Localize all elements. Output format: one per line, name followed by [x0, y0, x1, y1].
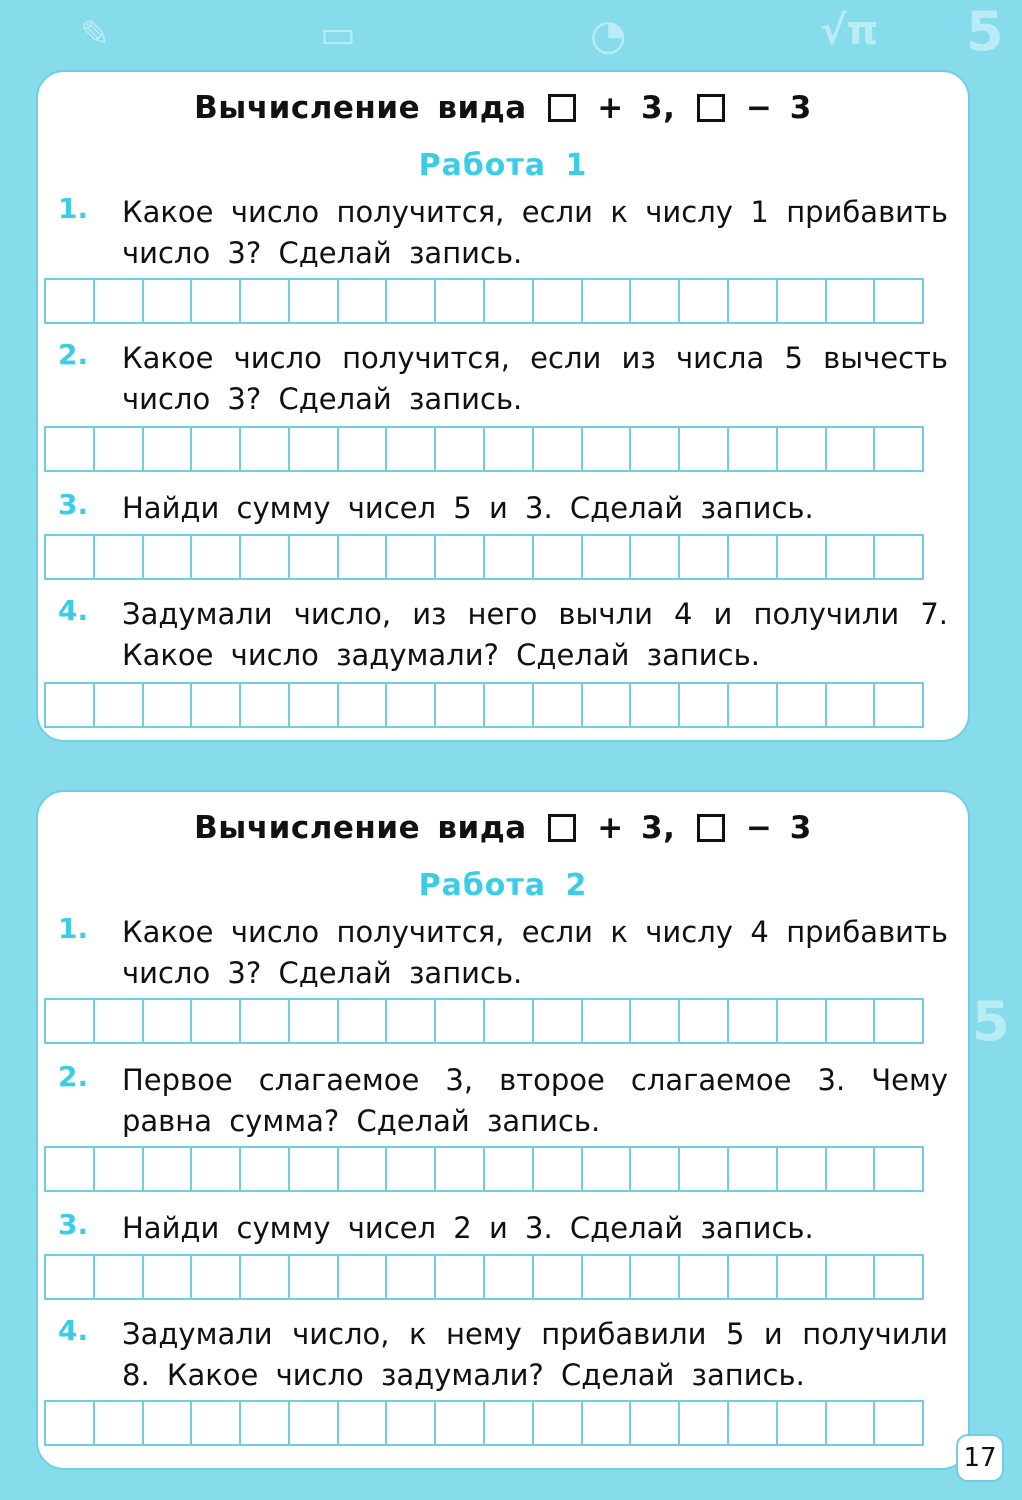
- grid-cell[interactable]: [875, 1254, 924, 1300]
- grid-cell[interactable]: [680, 1254, 729, 1300]
- grid-cell[interactable]: [827, 426, 876, 472]
- grid-cell[interactable]: [583, 1146, 632, 1192]
- grid-cell[interactable]: [144, 682, 193, 728]
- grid-cell[interactable]: [192, 682, 241, 728]
- grid-cell[interactable]: [778, 534, 827, 580]
- task-text: Какое число получится, если к числу 1 прибавить число 3? Сделай запись.: [122, 195, 948, 270]
- grid-cell[interactable]: [46, 998, 95, 1044]
- worksheet-card-2: [36, 790, 970, 1470]
- answer-grid[interactable]: [44, 682, 924, 728]
- grid-cell[interactable]: [875, 534, 924, 580]
- grid-cell[interactable]: [680, 998, 729, 1044]
- grid-cell[interactable]: [485, 998, 534, 1044]
- grid-cell[interactable]: [290, 1254, 339, 1300]
- grid-cell[interactable]: [192, 1254, 241, 1300]
- grid-cell[interactable]: [875, 278, 924, 324]
- grid-cell[interactable]: [436, 1254, 485, 1300]
- answer-grid[interactable]: [44, 998, 924, 1044]
- task-2: [58, 1060, 948, 1142]
- grid-cell[interactable]: [387, 278, 436, 324]
- grid-cell[interactable]: [729, 426, 778, 472]
- grid-cell[interactable]: [583, 1254, 632, 1300]
- grid-cell[interactable]: [827, 1400, 876, 1446]
- task-number: 4.: [58, 594, 89, 627]
- grid-cell[interactable]: [680, 1146, 729, 1192]
- task-text: Задумали число, из него вычли 4 и получили 7. Какое число задумали? Сделай запись.: [122, 597, 948, 672]
- grid-cell[interactable]: [339, 682, 388, 728]
- grid-cell[interactable]: [631, 1254, 680, 1300]
- grid-cell[interactable]: [436, 1400, 485, 1446]
- task-text: Первое слагаемое 3, второе слагаемое 3. Чему равна сумма? Сделай запись.: [122, 1063, 948, 1138]
- task-number: 3.: [58, 488, 89, 521]
- grid-cell[interactable]: [144, 1400, 193, 1446]
- page-number: 17: [956, 1434, 1004, 1482]
- grid-cell[interactable]: [290, 1146, 339, 1192]
- grid-cell[interactable]: [95, 1146, 144, 1192]
- grid-cell[interactable]: [875, 426, 924, 472]
- grid-cell[interactable]: [290, 278, 339, 324]
- grid-cell[interactable]: [631, 278, 680, 324]
- grid-cell[interactable]: [46, 1146, 95, 1192]
- empty-box-icon: [697, 814, 725, 842]
- grid-cell[interactable]: [729, 278, 778, 324]
- background-book-icon: ▭: [320, 12, 356, 56]
- grid-cell[interactable]: [436, 426, 485, 472]
- grid-cell[interactable]: [192, 998, 241, 1044]
- grid-cell[interactable]: [680, 682, 729, 728]
- task-number: 2.: [58, 1060, 89, 1093]
- grid-cell[interactable]: [631, 534, 680, 580]
- worksheet-card-1: [36, 70, 970, 742]
- grid-cell[interactable]: [241, 278, 290, 324]
- task-text: Найди сумму чисел 5 и 3. Сделай запись.: [122, 491, 814, 525]
- grid-cell[interactable]: [339, 426, 388, 472]
- grid-cell[interactable]: [778, 1146, 827, 1192]
- task-number: 2.: [58, 338, 89, 371]
- grid-cell[interactable]: [583, 534, 632, 580]
- grid-cell[interactable]: [583, 1400, 632, 1446]
- title-operation: + 3,: [597, 810, 676, 846]
- grid-cell[interactable]: [875, 682, 924, 728]
- grid-cell[interactable]: [729, 1400, 778, 1446]
- grid-cell[interactable]: [827, 682, 876, 728]
- grid-cell[interactable]: [631, 1400, 680, 1446]
- title-word: вида: [437, 90, 527, 126]
- grid-cell[interactable]: [534, 426, 583, 472]
- grid-cell[interactable]: [827, 1146, 876, 1192]
- grid-cell[interactable]: [827, 534, 876, 580]
- task-3: [58, 488, 948, 529]
- task-text: Какое число получится, если к числу 4 прибавить число 3? Сделай запись.: [122, 915, 948, 990]
- grid-cell[interactable]: [241, 1400, 290, 1446]
- grid-cell[interactable]: [387, 534, 436, 580]
- task-text: Какое число получится, если из числа 5 вычесть число 3? Сделай запись.: [122, 341, 948, 416]
- task-3: [58, 1208, 948, 1249]
- grid-cell[interactable]: [387, 1254, 436, 1300]
- answer-grid[interactable]: [44, 1254, 924, 1300]
- grid-cell[interactable]: [339, 998, 388, 1044]
- grid-cell[interactable]: [387, 682, 436, 728]
- empty-box-icon: [548, 814, 576, 842]
- title-word: Вычисление: [194, 90, 421, 126]
- answer-grid[interactable]: [44, 534, 924, 580]
- grid-cell[interactable]: [729, 534, 778, 580]
- grid-cell[interactable]: [729, 1254, 778, 1300]
- grid-cell[interactable]: [778, 998, 827, 1044]
- grid-cell[interactable]: [631, 1146, 680, 1192]
- task-1: [58, 192, 948, 274]
- task-text: Найди сумму чисел 2 и 3. Сделай запись.: [122, 1211, 814, 1245]
- grid-cell[interactable]: [485, 1400, 534, 1446]
- grid-cell[interactable]: [339, 1254, 388, 1300]
- sheet-title: [38, 90, 968, 126]
- grid-cell[interactable]: [290, 426, 339, 472]
- grid-cell[interactable]: [95, 682, 144, 728]
- grid-cell[interactable]: [680, 426, 729, 472]
- grid-cell[interactable]: [583, 278, 632, 324]
- grid-cell[interactable]: [95, 278, 144, 324]
- title-operation: − 3: [746, 810, 812, 846]
- work-subtitle: Работа 2: [418, 868, 588, 903]
- task-4: [58, 594, 948, 676]
- grid-cell[interactable]: [485, 1254, 534, 1300]
- grid-cell[interactable]: [192, 278, 241, 324]
- grid-cell[interactable]: [387, 1146, 436, 1192]
- work-subtitle: Работа 1: [418, 148, 588, 183]
- grid-cell[interactable]: [290, 682, 339, 728]
- grid-cell[interactable]: [95, 998, 144, 1044]
- grid-cell[interactable]: [680, 534, 729, 580]
- background-globe-icon: ◔: [590, 10, 627, 59]
- grid-cell[interactable]: [339, 278, 388, 324]
- grid-cell[interactable]: [534, 998, 583, 1044]
- grid-cell[interactable]: [241, 1254, 290, 1300]
- grid-cell[interactable]: [46, 534, 95, 580]
- grid-cell[interactable]: [387, 426, 436, 472]
- grid-cell[interactable]: [95, 1400, 144, 1446]
- answer-grid[interactable]: [44, 1146, 924, 1192]
- grid-cell[interactable]: [192, 426, 241, 472]
- grid-cell[interactable]: [485, 1146, 534, 1192]
- grid-cell[interactable]: [339, 1146, 388, 1192]
- grid-cell[interactable]: [583, 426, 632, 472]
- grid-cell[interactable]: [241, 998, 290, 1044]
- grid-cell[interactable]: [778, 278, 827, 324]
- grid-cell[interactable]: [290, 1400, 339, 1446]
- task-number: 4.: [58, 1314, 89, 1347]
- grid-cell[interactable]: [387, 998, 436, 1044]
- grid-cell[interactable]: [241, 426, 290, 472]
- task-number: 1.: [58, 192, 89, 225]
- background-sqrt-icon: √π: [820, 8, 879, 54]
- grid-cell[interactable]: [534, 534, 583, 580]
- grid-cell[interactable]: [144, 1254, 193, 1300]
- grid-cell[interactable]: [241, 534, 290, 580]
- grid-cell[interactable]: [144, 534, 193, 580]
- grid-cell[interactable]: [631, 682, 680, 728]
- task-4: [58, 1314, 948, 1396]
- grid-cell[interactable]: [144, 1146, 193, 1192]
- grid-cell[interactable]: [534, 1400, 583, 1446]
- grid-cell[interactable]: [827, 1254, 876, 1300]
- grid-cell[interactable]: [46, 1400, 95, 1446]
- sheet-title: [38, 810, 968, 846]
- task-number: 3.: [58, 1208, 89, 1241]
- grid-cell[interactable]: [778, 426, 827, 472]
- grid-cell[interactable]: [729, 1146, 778, 1192]
- grid-cell[interactable]: [875, 1146, 924, 1192]
- grid-cell[interactable]: [144, 998, 193, 1044]
- grid-cell[interactable]: [46, 682, 95, 728]
- grid-cell[interactable]: [241, 1146, 290, 1192]
- task-1: [58, 912, 948, 994]
- grid-cell[interactable]: [192, 1146, 241, 1192]
- title-operation: − 3: [746, 90, 812, 126]
- answer-grid[interactable]: [44, 426, 924, 472]
- grid-cell[interactable]: [436, 682, 485, 728]
- background-digit-5-icon: 5: [972, 990, 1010, 1053]
- grid-cell[interactable]: [436, 534, 485, 580]
- background-digit-5-icon: 5: [966, 0, 1004, 63]
- grid-cell[interactable]: [631, 426, 680, 472]
- grid-cell[interactable]: [95, 534, 144, 580]
- task-text: Задумали число, к нему прибавили 5 и получили 8. Какое число задумали? Сделай запись.: [122, 1317, 948, 1392]
- grid-cell[interactable]: [95, 1254, 144, 1300]
- title-word: Вычисление: [194, 810, 421, 846]
- grid-cell[interactable]: [192, 534, 241, 580]
- answer-grid[interactable]: [44, 1400, 924, 1446]
- grid-cell[interactable]: [631, 998, 680, 1044]
- grid-cell[interactable]: [290, 534, 339, 580]
- grid-cell[interactable]: [485, 534, 534, 580]
- grid-cell[interactable]: [778, 682, 827, 728]
- grid-cell[interactable]: [875, 1400, 924, 1446]
- grid-cell[interactable]: [339, 1400, 388, 1446]
- grid-cell[interactable]: [680, 278, 729, 324]
- empty-box-icon: [548, 94, 576, 122]
- grid-cell[interactable]: [436, 998, 485, 1044]
- grid-cell[interactable]: [144, 278, 193, 324]
- grid-cell[interactable]: [95, 426, 144, 472]
- grid-cell[interactable]: [827, 998, 876, 1044]
- grid-cell[interactable]: [241, 682, 290, 728]
- grid-cell[interactable]: [436, 1146, 485, 1192]
- grid-cell[interactable]: [290, 998, 339, 1044]
- grid-cell[interactable]: [534, 1146, 583, 1192]
- grid-cell[interactable]: [46, 1254, 95, 1300]
- background-pencil-icon: ✎: [80, 14, 111, 55]
- empty-box-icon: [697, 94, 725, 122]
- grid-cell[interactable]: [680, 1400, 729, 1446]
- grid-cell[interactable]: [485, 278, 534, 324]
- grid-cell[interactable]: [485, 426, 534, 472]
- grid-cell[interactable]: [778, 1254, 827, 1300]
- grid-cell[interactable]: [534, 1254, 583, 1300]
- grid-cell[interactable]: [827, 278, 876, 324]
- grid-cell[interactable]: [583, 682, 632, 728]
- grid-cell[interactable]: [46, 278, 95, 324]
- grid-cell[interactable]: [46, 426, 95, 472]
- grid-cell[interactable]: [875, 998, 924, 1044]
- grid-cell[interactable]: [144, 426, 193, 472]
- title-word: вида: [437, 810, 527, 846]
- grid-cell[interactable]: [436, 278, 485, 324]
- grid-cell[interactable]: [534, 682, 583, 728]
- grid-cell[interactable]: [387, 1400, 436, 1446]
- title-operation: + 3,: [597, 90, 676, 126]
- grid-cell[interactable]: [778, 1400, 827, 1446]
- grid-cell[interactable]: [583, 998, 632, 1044]
- grid-cell[interactable]: [729, 682, 778, 728]
- task-number: 1.: [58, 912, 89, 945]
- grid-cell[interactable]: [339, 534, 388, 580]
- grid-cell[interactable]: [192, 1400, 241, 1446]
- grid-cell[interactable]: [729, 998, 778, 1044]
- answer-grid[interactable]: [44, 278, 924, 324]
- grid-cell[interactable]: [534, 278, 583, 324]
- task-2: [58, 338, 948, 420]
- grid-cell[interactable]: [485, 682, 534, 728]
